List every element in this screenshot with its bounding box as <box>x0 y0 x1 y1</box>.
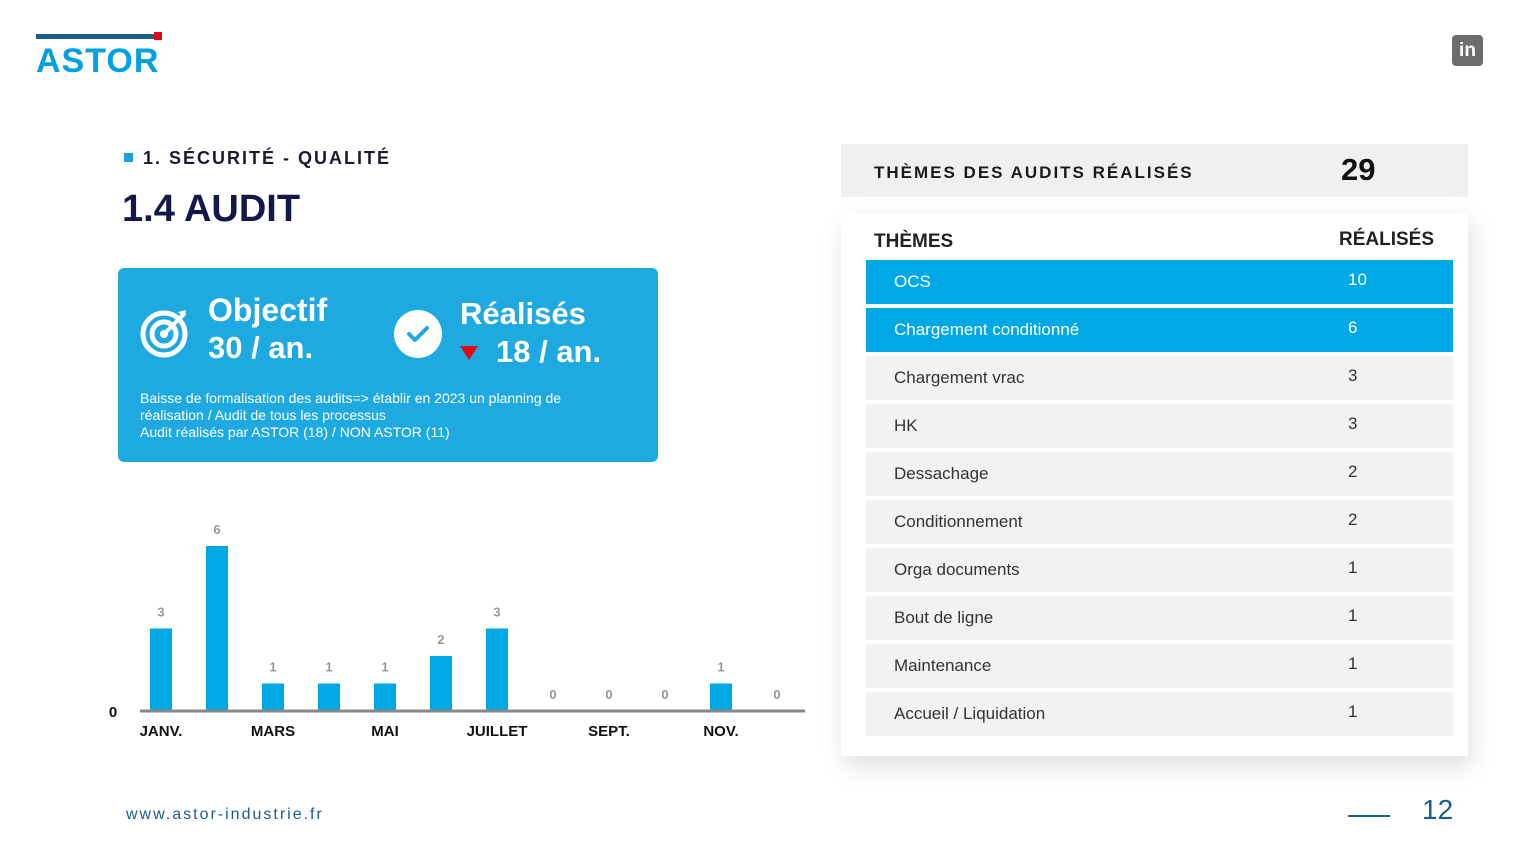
astor-logo <box>36 32 166 82</box>
objective-label: Objectif <box>208 292 328 328</box>
row-theme: OCS <box>894 272 931 291</box>
table-row <box>866 356 1453 400</box>
row-theme: HK <box>894 416 918 435</box>
bullet-square-icon <box>124 153 133 162</box>
realized-value: 18 / an. <box>496 334 602 369</box>
chart-bar <box>150 629 172 712</box>
page-number: 12 <box>1422 794 1454 825</box>
kpi-card <box>118 268 658 462</box>
table-row <box>866 308 1453 352</box>
row-value: 6 <box>1348 318 1358 337</box>
note-line: réalisation / Audit de tous les processus <box>140 407 386 423</box>
y-axis-zero-label: 0 <box>108 704 118 721</box>
linkedin-icon[interactable]: in <box>1452 35 1483 66</box>
row-value: 3 <box>1348 414 1358 433</box>
x-tick-label: MAI <box>371 723 399 740</box>
data-label: 3 <box>157 604 165 620</box>
data-label: 3 <box>493 604 501 620</box>
column-header-realized: RÉALISÉS <box>1339 229 1435 250</box>
table-row <box>866 452 1453 496</box>
row-value: 2 <box>1348 510 1358 529</box>
panel-header <box>841 144 1468 197</box>
x-tick-label: SEPT. <box>588 723 630 740</box>
section-heading <box>124 148 391 169</box>
chart-bar <box>374 684 396 712</box>
footer-url[interactable]: www.astor-industrie.fr <box>126 806 324 823</box>
row-theme: Chargement vrac <box>894 368 1025 387</box>
row-value: 1 <box>1348 702 1358 721</box>
card-note <box>140 390 620 441</box>
table-row <box>866 692 1453 736</box>
objective-value: 30 / an. <box>208 330 314 365</box>
row-theme: Bout de ligne <box>894 608 994 627</box>
row-theme: Accueil / Liquidation <box>894 704 1046 723</box>
logo-red-square <box>154 32 162 40</box>
chart-bar <box>710 684 732 712</box>
x-tick-label: JUILLET <box>466 723 528 740</box>
table-rows <box>866 260 1453 740</box>
footer-divider <box>1348 815 1390 817</box>
row-value: 1 <box>1348 606 1358 625</box>
panel-header-label: THÈMES DES AUDITS RÉALISÉS <box>874 163 1194 182</box>
table-row <box>866 644 1453 688</box>
data-label: 2 <box>437 632 445 647</box>
column-header-theme: THÈMES <box>874 231 954 252</box>
data-label: 1 <box>717 659 725 675</box>
logo-text: ASTOR <box>36 42 160 80</box>
row-value: 2 <box>1348 462 1358 481</box>
chart-bar <box>486 629 508 712</box>
data-label: 1 <box>325 659 333 675</box>
panel-header-total: 29 <box>1341 152 1376 187</box>
data-label: 0 <box>773 687 781 702</box>
data-label: 0 <box>605 687 613 702</box>
row-value: 1 <box>1348 654 1358 673</box>
section-label: 1. SÉCURITÉ - QUALITÉ <box>143 148 392 168</box>
chart-bar <box>206 546 228 711</box>
logo-bar <box>36 34 154 39</box>
monthly-audits-chart <box>100 510 820 750</box>
row-theme: Maintenance <box>894 656 992 675</box>
check-circle-icon <box>394 310 442 358</box>
table-row <box>866 596 1453 640</box>
row-value: 10 <box>1348 270 1367 289</box>
row-value: 3 <box>1348 366 1358 385</box>
target-icon <box>140 306 192 358</box>
x-tick-label: JANV. <box>139 723 183 740</box>
table-row <box>866 548 1453 592</box>
data-label: 6 <box>213 522 221 537</box>
data-label: 0 <box>661 687 669 702</box>
table-row <box>866 404 1453 448</box>
row-theme: Dessachage <box>894 464 989 483</box>
data-label: 0 <box>549 687 557 702</box>
chart-bar <box>262 684 284 712</box>
row-theme: Chargement conditionné <box>894 320 1080 339</box>
realized-label: Réalisés <box>460 296 586 331</box>
table-row <box>866 260 1453 304</box>
note-line: Baisse de formalisation des audits=> établir en 2023 un planning de <box>140 390 562 406</box>
data-label: 1 <box>269 659 277 675</box>
chart-bar <box>430 656 452 711</box>
row-value: 1 <box>1348 558 1358 577</box>
themes-table <box>841 213 1468 756</box>
row-theme: Orga documents <box>894 560 1020 579</box>
x-tick-label: MARS <box>250 723 296 740</box>
table-row <box>866 500 1453 544</box>
down-triangle-icon <box>460 346 478 360</box>
data-label: 1 <box>381 659 389 675</box>
page-title: 1.4 AUDIT <box>122 188 301 230</box>
row-theme: Conditionnement <box>894 512 1023 531</box>
chart-bar <box>318 684 340 712</box>
note-line: Audit réalisés par ASTOR (18) / NON ASTOR (11) <box>140 424 450 440</box>
x-tick-label: NOV. <box>703 723 739 740</box>
